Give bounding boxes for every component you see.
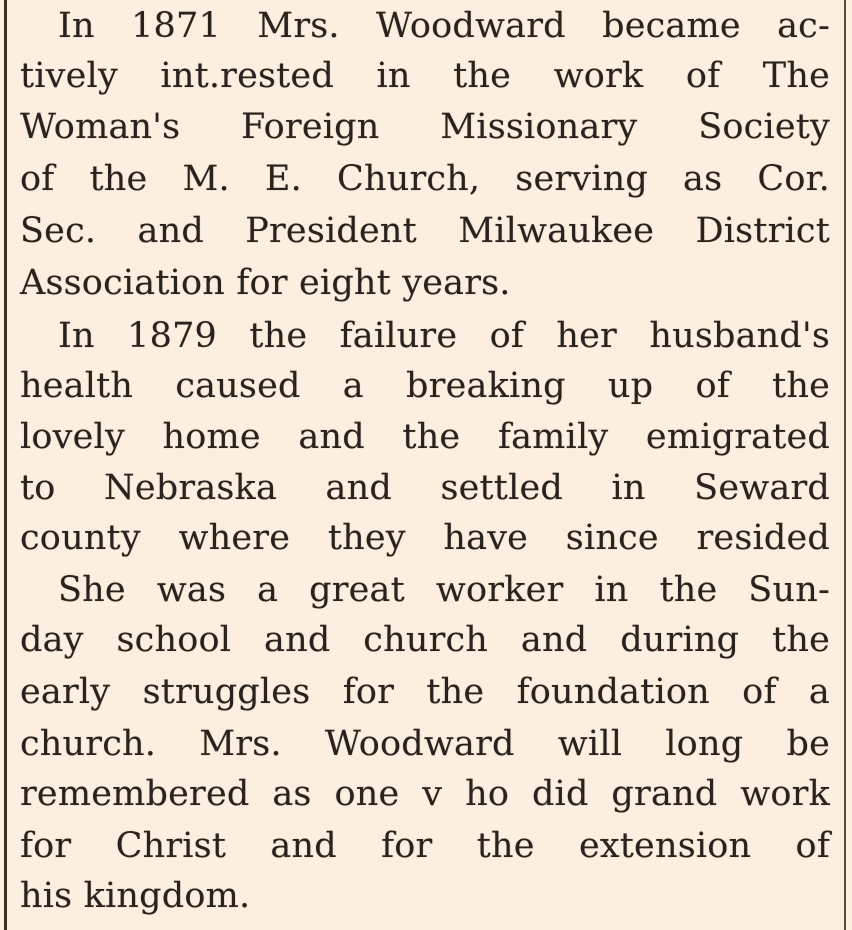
paragraph-2-line-5: county where they have since resided: [20, 518, 830, 558]
paragraph-2-line-3: lovely home and the family emigrated: [20, 417, 830, 457]
clipping-right-border: [844, 0, 846, 930]
paragraph-3-line-2: day school and church and during the: [20, 620, 830, 660]
paragraph-3-line-1: She was a great worker in the Sun-: [58, 570, 830, 610]
paragraph-2-line-2: health caused a breaking up of the: [20, 366, 830, 406]
paragraph-3-line-4: church. Mrs. Woodward will long be: [20, 724, 830, 764]
paragraph-1-line-5: Sec. and President Milwaukee District: [20, 211, 830, 251]
paragraph-2-line-1: In 1879 the failure of her husband's: [58, 316, 830, 356]
paragraph-3-line-3: early struggles for the foundation of a: [20, 672, 830, 712]
paragraph-3-line-6: for Christ and for the extension of: [20, 826, 830, 866]
paragraph-1-line-1: In 1871 Mrs. Woodward became ac-: [58, 6, 830, 46]
clipping-left-border: [4, 0, 7, 930]
paragraph-1-line-6: Association for eight years.: [20, 263, 511, 303]
paragraph-1-line-3: Woman's Foreign Missionary Society: [20, 107, 830, 147]
paragraph-3-line-5: remembered as one v ho did grand work: [20, 774, 830, 814]
paragraph-3-line-7: his kingdom.: [20, 876, 251, 916]
paragraph-1-line-2: tively int.rested in the work of The: [20, 56, 830, 96]
paragraph-2-line-4: to Nebraska and settled in Seward: [20, 468, 830, 508]
paragraph-1-line-4: of the M. E. Church, serving as Cor.: [20, 159, 830, 199]
